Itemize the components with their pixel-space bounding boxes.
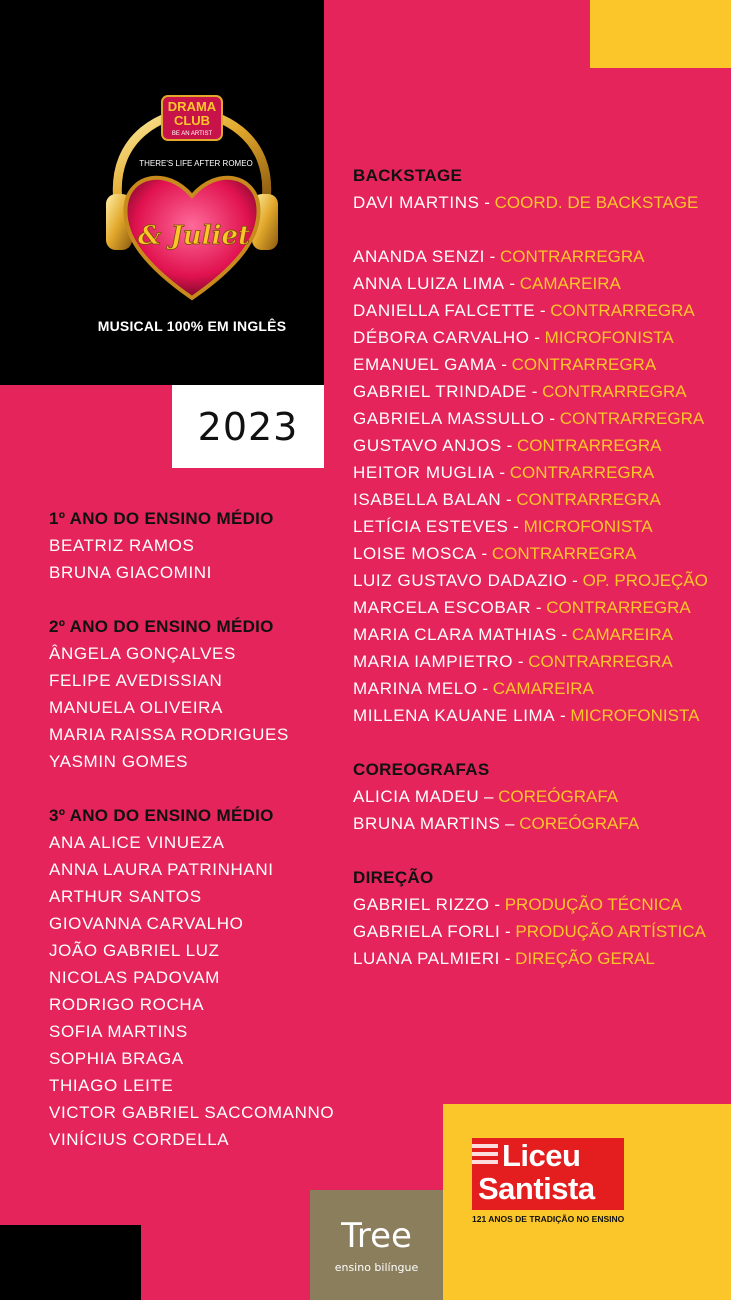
crew-row: ISABELLA BALAN - CONTRARREGRA bbox=[353, 490, 661, 509]
musical-label: MUSICAL 100% EM INGLÊS bbox=[97, 318, 287, 334]
logo-tagline: THERE'S LIFE AFTER ROMEO bbox=[139, 159, 253, 168]
tree-subtitle: ensino bilíngue bbox=[334, 1260, 419, 1274]
crew-row: MARIA IAMPIETRO - CONTRARREGRA bbox=[353, 652, 673, 671]
liceu-santista-logo bbox=[472, 1138, 624, 1210]
crew-row: HEITOR MUGLIA - CONTRARREGRA bbox=[353, 463, 655, 482]
crew-row: MILLENA KAUANE LIMA - MICROFONISTA bbox=[353, 706, 700, 725]
crew-row: MARCELA ESCOBAR - CONTRARREGRA bbox=[353, 598, 691, 617]
student-name: YASMIN GOMES bbox=[49, 752, 189, 771]
be-an-artist-text: BE AN ARTIST bbox=[171, 131, 213, 137]
student-name: VINÍCIUS CORDELLA bbox=[49, 1130, 230, 1149]
student-name: BEATRIZ RAMOS bbox=[49, 536, 195, 555]
coreografas-title: COREOGRAFAS bbox=[353, 760, 490, 779]
crew-row: GABRIEL TRINDADE - CONTRARREGRA bbox=[353, 382, 687, 401]
crew-row: LUANA PALMIERI - DIREÇÃO GERAL bbox=[353, 949, 655, 968]
section-title: 2º ANO DO ENSINO MÉDIO bbox=[49, 617, 274, 636]
crew-row: LOISE MOSCA - CONTRARREGRA bbox=[353, 544, 637, 563]
crew-row: ANNA LUIZA LIMA - CAMAREIRA bbox=[353, 274, 621, 293]
crew-row: DAVI MARTINS - COORD. DE BACKSTAGE bbox=[353, 193, 699, 212]
student-name: RODRIGO ROCHA bbox=[49, 995, 205, 1014]
student-name: VICTOR GABRIEL SACCOMANNO bbox=[49, 1103, 335, 1122]
tree-logo bbox=[310, 1190, 443, 1300]
crew-row: DANIELLA FALCETTE - CONTRARREGRA bbox=[353, 301, 695, 320]
student-name: ÂNGELA GONÇALVES bbox=[49, 644, 236, 663]
club-text: CLUB bbox=[173, 113, 211, 128]
student-name: ANA ALICE VINUEZA bbox=[49, 833, 225, 852]
crew-row: MARINA MELO - CAMAREIRA bbox=[353, 679, 594, 698]
section-title: 1º ANO DO ENSINO MÉDIO bbox=[49, 509, 274, 528]
crew-row: MARIA CLARA MATHIAS - CAMAREIRA bbox=[353, 625, 673, 644]
student-name: BRUNA GIACOMINI bbox=[49, 563, 212, 582]
drama-text: DRAMA bbox=[167, 99, 217, 114]
backstage-title: BACKSTAGE bbox=[353, 166, 463, 185]
crew-row: ANANDA SENZI - CONTRARREGRA bbox=[353, 247, 645, 266]
year-label: 2023 bbox=[172, 385, 324, 468]
drama-club-logo bbox=[100, 92, 284, 304]
student-name: THIAGO LEITE bbox=[49, 1076, 174, 1095]
student-name: MARIA RAISSA RODRIGUES bbox=[49, 725, 289, 744]
top-yellow-block bbox=[590, 0, 731, 68]
student-name: SOPHIA BRAGA bbox=[49, 1049, 184, 1068]
santista-word: Santista bbox=[478, 1171, 595, 1206]
student-name: ARTHUR SANTOS bbox=[49, 887, 202, 906]
student-name: SOFIA MARTINS bbox=[49, 1022, 188, 1041]
direcao-title: DIREÇÃO bbox=[353, 868, 434, 887]
student-name: MANUELA OLIVEIRA bbox=[49, 698, 223, 717]
crew-row: LUIZ GUSTAVO DADAZIO - OP. PROJEÇÃO bbox=[353, 571, 708, 590]
liceu-word: Liceu bbox=[502, 1138, 581, 1173]
crew-row: DÉBORA CARVALHO - MICROFONISTA bbox=[353, 328, 674, 347]
section-title: 3º ANO DO ENSINO MÉDIO bbox=[49, 806, 274, 825]
crew-row: ALICIA MADEU – COREÓGRAFA bbox=[353, 787, 619, 806]
student-name: FELIPE AVEDISSIAN bbox=[49, 671, 223, 690]
liceu-tagline: 121 ANOS DE TRADIÇÃO NO ENSINO bbox=[472, 1214, 625, 1224]
crew-row: BRUNA MARTINS – COREÓGRAFA bbox=[353, 814, 640, 833]
student-name: GIOVANNA CARVALHO bbox=[49, 914, 244, 933]
crew-row: GABRIELA FORLI - PRODUÇÃO ARTÍSTICA bbox=[353, 922, 706, 941]
crew-row: GUSTAVO ANJOS - CONTRARREGRA bbox=[353, 436, 662, 455]
tree-wordmark: Tree bbox=[341, 1215, 412, 1256]
student-name: ANNA LAURA PATRINHANI bbox=[49, 860, 274, 879]
crew-row: EMANUEL GAMA - CONTRARREGRA bbox=[353, 355, 657, 374]
crew-column bbox=[353, 162, 723, 972]
student-name: JOÃO GABRIEL LUZ bbox=[49, 941, 220, 960]
crew-row: GABRIEL RIZZO - PRODUÇÃO TÉCNICA bbox=[353, 895, 682, 914]
bottom-black-block bbox=[0, 1225, 141, 1300]
crew-row: GABRIELA MASSULLO - CONTRARREGRA bbox=[353, 409, 705, 428]
students-column bbox=[49, 505, 339, 1153]
student-name: NICOLAS PADOVAM bbox=[49, 968, 220, 987]
crew-row: LETÍCIA ESTEVES - MICROFONISTA bbox=[353, 517, 653, 536]
juliet-script: & Juliet bbox=[137, 221, 251, 251]
